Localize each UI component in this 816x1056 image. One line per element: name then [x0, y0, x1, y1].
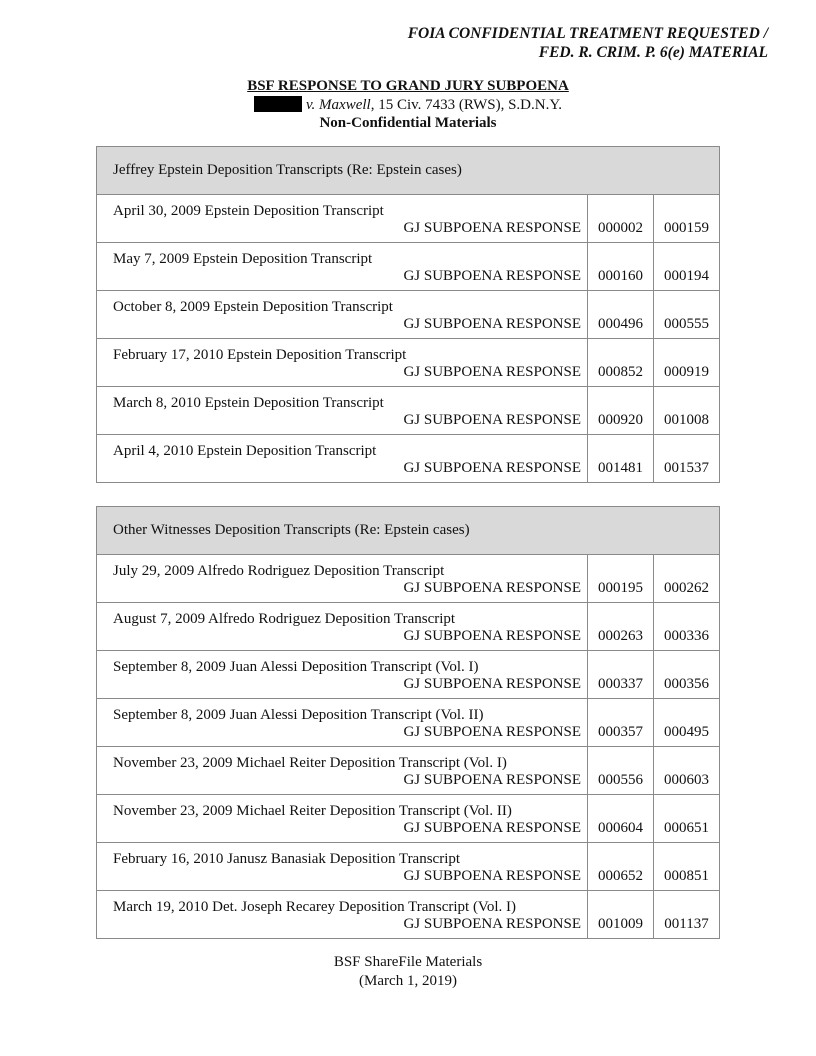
bates-end: 001137 — [654, 891, 720, 939]
response-label: GJ SUBPOENA RESPONSE — [403, 364, 581, 380]
response-label: GJ SUBPOENA RESPONSE — [403, 460, 581, 476]
footer-line-1: BSF ShareFile Materials — [333, 954, 483, 970]
document-cell — [97, 387, 588, 435]
bates-start: 000357 — [588, 699, 654, 747]
response-label: GJ SUBPOENA RESPONSE — [403, 316, 581, 332]
response-label: GJ SUBPOENA RESPONSE — [403, 820, 581, 836]
document-name: September 8, 2009 Juan Alessi Deposition Transcript (Vol. I) — [113, 659, 479, 675]
bates-end: 001537 — [654, 435, 720, 483]
redaction-bar — [254, 96, 302, 112]
table-row — [97, 795, 720, 843]
table-row — [97, 555, 720, 603]
section-table-other-witnesses — [96, 506, 720, 939]
confidentiality-line-1: FOIA CONFIDENTIAL TREATMENT REQUESTED / — [407, 25, 768, 42]
table-row — [97, 891, 720, 939]
document-cell — [97, 699, 588, 747]
document-cell — [97, 435, 588, 483]
table-row — [97, 603, 720, 651]
document-name: July 29, 2009 Alfredo Rodriguez Deposition Transcript — [113, 563, 445, 579]
response-label: GJ SUBPOENA RESPONSE — [403, 412, 581, 428]
bates-start: 000496 — [588, 291, 654, 339]
bates-start: 000263 — [588, 603, 654, 651]
bates-end: 000603 — [654, 747, 720, 795]
bates-end: 000262 — [654, 555, 720, 603]
bates-end: 000336 — [654, 603, 720, 651]
document-cell — [97, 843, 588, 891]
document-name: February 16, 2010 Janusz Banasiak Deposition Transcript — [113, 851, 461, 867]
bates-start: 000920 — [588, 387, 654, 435]
response-label: GJ SUBPOENA RESPONSE — [403, 772, 581, 788]
bates-start: 000652 — [588, 843, 654, 891]
case-caption-italic: v. Maxwell — [306, 96, 371, 113]
table-row — [97, 651, 720, 699]
response-label: GJ SUBPOENA RESPONSE — [403, 268, 581, 284]
document-cell — [97, 555, 588, 603]
bates-start: 000195 — [588, 555, 654, 603]
bates-start: 000604 — [588, 795, 654, 843]
table-row — [97, 243, 720, 291]
bates-start: 001009 — [588, 891, 654, 939]
response-label: GJ SUBPOENA RESPONSE — [403, 868, 581, 884]
table-row — [97, 747, 720, 795]
response-label: GJ SUBPOENA RESPONSE — [403, 580, 581, 596]
response-label: GJ SUBPOENA RESPONSE — [403, 916, 581, 932]
bates-end: 000194 — [654, 243, 720, 291]
bates-end: 001008 — [654, 387, 720, 435]
footer-line-2: (March 1, 2019) — [359, 973, 457, 989]
bates-start: 000160 — [588, 243, 654, 291]
footer — [0, 953, 816, 991]
bates-end: 000495 — [654, 699, 720, 747]
table-row — [97, 339, 720, 387]
response-label: GJ SUBPOENA RESPONSE — [403, 628, 581, 644]
document-name: September 8, 2009 Juan Alessi Deposition Transcript (Vol. II) — [113, 707, 484, 723]
title-line-1: BSF RESPONSE TO GRAND JURY SUBPOENA — [247, 78, 569, 94]
table-row — [97, 387, 720, 435]
response-label: GJ SUBPOENA RESPONSE — [403, 220, 581, 236]
case-caption — [0, 96, 816, 115]
document-cell — [97, 891, 588, 939]
bates-end: 000651 — [654, 795, 720, 843]
title-line-3: Non-Confidential Materials — [319, 115, 497, 131]
bates-end: 000919 — [654, 339, 720, 387]
table-row — [97, 195, 720, 243]
table-row — [97, 699, 720, 747]
document-cell — [97, 603, 588, 651]
bates-start: 000337 — [588, 651, 654, 699]
document-name: April 30, 2009 Epstein Deposition Transcript — [113, 203, 384, 219]
document-name: October 8, 2009 Epstein Deposition Transcript — [113, 299, 393, 315]
document-cell — [97, 339, 588, 387]
bates-end: 000555 — [654, 291, 720, 339]
document-cell — [97, 291, 588, 339]
section-table-epstein — [96, 146, 720, 483]
bates-end: 000159 — [654, 195, 720, 243]
bates-start: 001481 — [588, 435, 654, 483]
document-name: March 8, 2010 Epstein Deposition Transcript — [113, 395, 384, 411]
response-label: GJ SUBPOENA RESPONSE — [403, 676, 581, 692]
bates-end: 000851 — [654, 843, 720, 891]
bates-start: 000556 — [588, 747, 654, 795]
section-heading: Other Witnesses Deposition Transcripts (Re: Epstein cases) — [97, 507, 720, 555]
bates-start: 000002 — [588, 195, 654, 243]
document-cell — [97, 795, 588, 843]
bates-start: 000852 — [588, 339, 654, 387]
table-row — [97, 435, 720, 483]
document-name: November 23, 2009 Michael Reiter Deposition Transcript (Vol. I) — [113, 755, 507, 771]
table-row — [97, 843, 720, 891]
confidentiality-line-2: FED. R. CRIM. P. 6(e) MATERIAL — [538, 44, 768, 61]
document-name: March 19, 2010 Det. Joseph Recarey Deposition Transcript (Vol. I) — [113, 899, 516, 915]
document-cell — [97, 243, 588, 291]
table-row — [97, 291, 720, 339]
section-heading: Jeffrey Epstein Deposition Transcripts (Re: Epstein cases) — [97, 147, 720, 195]
document-cell — [97, 651, 588, 699]
document-cell — [97, 747, 588, 795]
case-caption-rest: , 15 Civ. 7433 (RWS), S.D.N.Y. — [370, 96, 562, 113]
document-name: May 7, 2009 Epstein Deposition Transcript — [113, 251, 373, 267]
bates-end: 000356 — [654, 651, 720, 699]
document-name: April 4, 2010 Epstein Deposition Transcript — [113, 443, 377, 459]
document-name: November 23, 2009 Michael Reiter Deposition Transcript (Vol. II) — [113, 803, 512, 819]
confidentiality-notice — [408, 24, 768, 62]
document-title — [0, 77, 816, 133]
document-cell — [97, 195, 588, 243]
document-name: August 7, 2009 Alfredo Rodriguez Deposition Transcript — [113, 611, 456, 627]
document-name: February 17, 2010 Epstein Deposition Transcript — [113, 347, 407, 363]
response-label: GJ SUBPOENA RESPONSE — [403, 724, 581, 740]
